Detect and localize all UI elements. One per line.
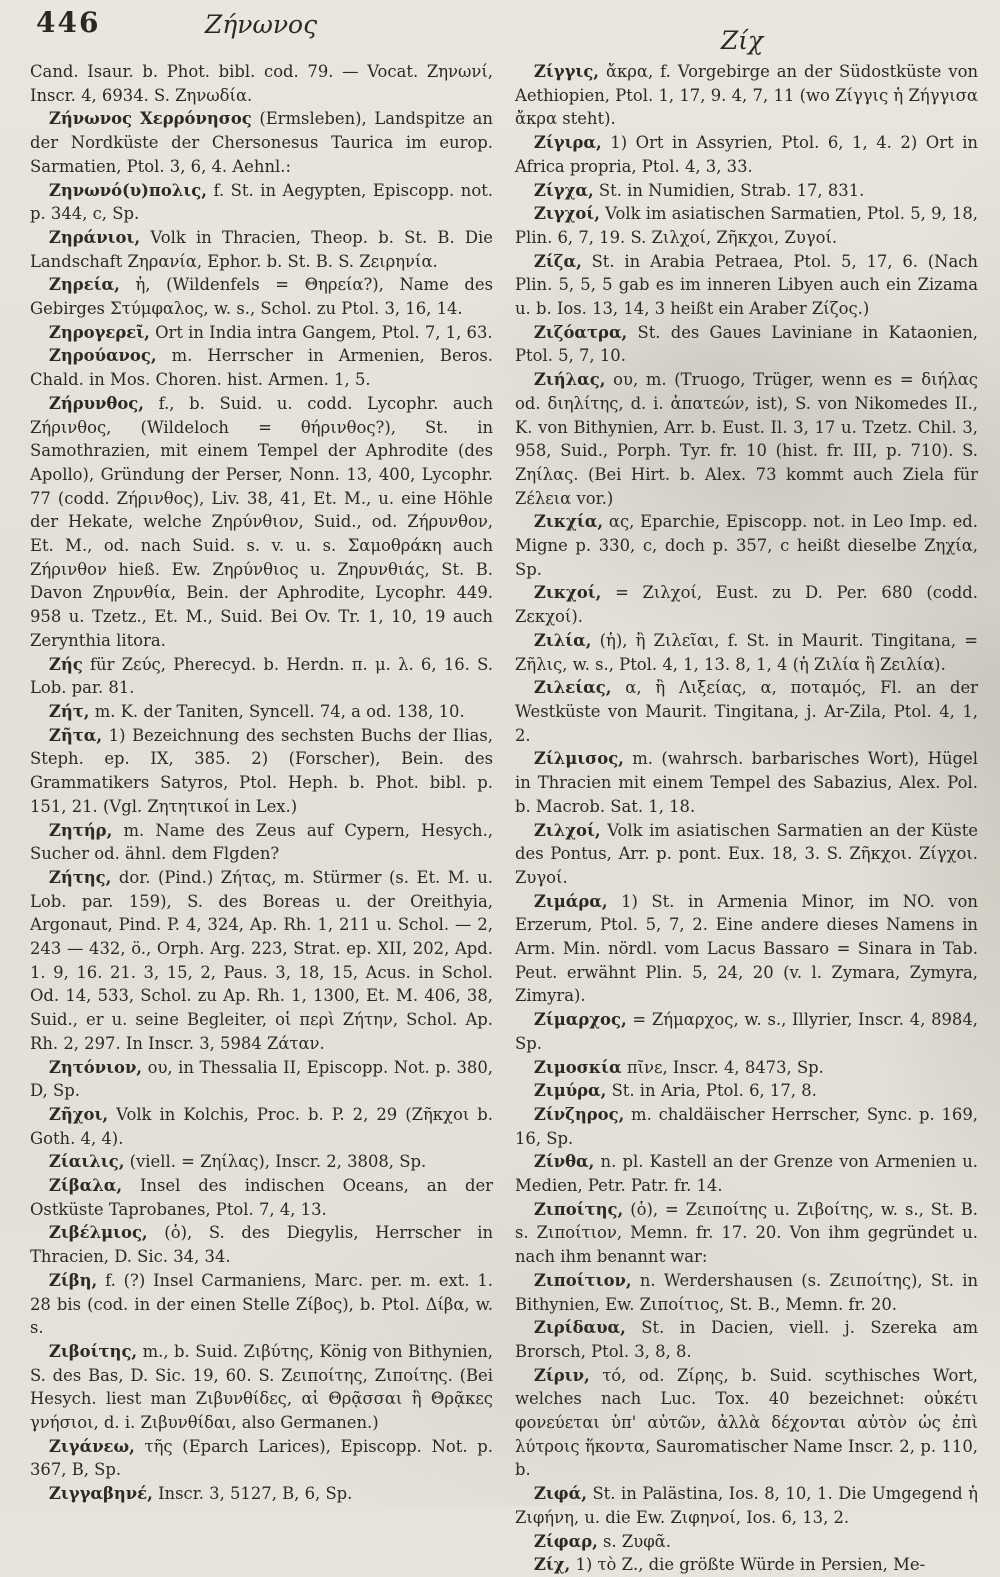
entry-headword: Ζιμύρα, [533,1081,607,1101]
dictionary-entry: Ζιμάρα, 1) St. in Armenia Minor, im NO. von Erzerum, Ptol. 5, 7, 2. Eine andere dieses Namens in Arm. Min. nördl. vom Lacus Bassaro = Sinara in Tab. Peut. erwähnt Plin. 5, 24, 20 (v. l. Zymara, Zymyra, Zimyra). [515,891,978,1006]
entry-headword: Ζήρυνθος, [48,393,144,413]
entry-headword: Ζήτ, [48,701,90,721]
entry-headword: Ζιλείας, [533,678,612,698]
entry-headword: Ζιγχοί, [533,204,600,224]
page-number: 446 [36,6,101,39]
dictionary-entry: Ζιγγαβηνέ, Inscr. 3, 5127, B, 6, Sp. [48,1484,353,1504]
entry-headword: Ζιρίδαυα, [533,1318,626,1338]
dictionary-entry: Ζίαιλις, (viell. = Ζηίλας), Inscr. 2, 3808, Sp. [48,1152,427,1172]
column-right [515,60,978,1577]
dictionary-entry: Ζιμοσκία πῖνε, Inscr. 4, 8473, Sp. [533,1057,824,1077]
entry-headword: Ζίφαρ, [533,1531,598,1551]
entry-headword: Ζίβη, [48,1270,98,1290]
entry-headword: Ζηρούανος, [48,346,157,366]
dictionary-entry: Ζιφά, St. in Palästina, Ios. 8, 10, 1. Die Umgegend ἡ Ζιφήνη, u. die Ew. Ζιφηνοί, Ios. 6, 13, 2. [515,1484,978,1527]
entry-headword: Ζιμάρα, [533,891,608,911]
dictionary-entry: Ζηρογερεῖ, Ort in India intra Gangem, Ptol. 7, 1, 63. [48,322,493,342]
dictionary-entry: Ζίγιρα, 1) Ort in Assyrien, Ptol. 6, 1, 4. 2) Ort in Africa propria, Ptol. 4, 3, 33. [515,133,978,176]
entry-headword: Ζηρεία, [48,275,120,295]
entry-headword: Ζίχ, [533,1555,571,1575]
dictionary-entry: Ζικχοί, = Ζιλχοί, Eust. zu D. Per. 680 (codd. Ζεκχοί). [515,583,978,627]
dictionary-entry: Ζιποίτης, (ὁ), = Ζειποίτης u. Ζιβοίτης, w. s., St. B. s. Ζιποίτιον, Memn. fr. 17. 20. Von ihm gegründet u. nach ihm benannt war: [515,1199,978,1267]
entry-headword: Ζῆχοι, [48,1104,109,1124]
entry-headword: Ζιμοσκία [533,1057,622,1077]
entry-headword: Ζιγάνεω, [48,1436,135,1456]
dictionary-entry: Ζίνθα, n. pl. Kastell an der Grenze von Armenien u. Medien, Petr. Patr. fr. 14. [515,1152,978,1196]
entry-headword: Ζηρογερεῖ, [48,322,150,342]
entry-headword: Ζίγχα, [533,180,594,200]
dictionary-entry: Ζιποίτιον, n. Werdershausen (s. Ζειποίτης), St. in Bithynien, Ew. Ζιποίτιος, St. B., Memn. fr. 20. [515,1270,978,1314]
dictionary-entry: Ζικχία, ας, Eparchie, Episcopp. not. in Leo Imp. ed. Migne p. 330, c, doch p. 357, c heißt dieselbe Ζηχία, Sp. [515,512,978,579]
dictionary-entry: Ζίνζηρος, m. chaldäischer Herrscher, Sync. p. 169, 16, Sp. [515,1104,978,1148]
dictionary-entry: Ζηρούανος, m. Herrscher in Armenien, Beros. Chald. in Mos. Choren. hist. Armen. 1, 5. [30,346,493,390]
entry-headword: Ζίγγις, [533,62,600,81]
entry-headword: Ζής [48,654,83,674]
dictionary-entry: Cand. Isaur. b. Phot. bibl. cod. 79. — Vocat. Ζηνωνί, Inscr. 4, 6934. S. Ζηνωδία. [30,62,493,105]
entry-headword: Ζίμαρχος, [533,1010,627,1030]
entry-headword: Ζίνθα, [533,1152,595,1172]
dictionary-entry: Ζῆχοι, Volk in Kolchis, Proc. b. P. 2, 29 (Ζῆκχοι b. Goth. 4, 4). [30,1104,493,1148]
dictionary-entry: Ζητήρ, m. Name des Zeus auf Cypern, Hesych., Sucher od. ähnl. dem Flgden? [30,820,493,864]
dictionary-entry: Ζιβοίτης, m., b. Suid. Ζιβύτης, König von Bithynien, S. des Bas, D. Sic. 19, 60. S. Ζειποίτης, Ζιποίτης. (Bei Hesych. liest man Ζιβυνθίδες, αἱ Θρᾷσσαι ἢ Θρᾷκες γνήσιοι, d. i. Ζιβυνθίδαι, also Germanen.) [30,1341,493,1433]
column-left [30,60,493,1577]
dictionary-entry: Ζίζα, St. in Arabia Petraea, Ptol. 5, 17, 6. (Nach Plin. 5, 5, 5 gab es im inneren Libyen auch ein Zizama u. b. Ios. 13, 14, 3 heißt ein Araber Ζίζος.) [515,251,978,319]
entry-headword: Ζικχία, [533,512,604,532]
entry-headword: Ζίαιλις, [48,1152,125,1172]
entry-headword: Ζιποίτης, [533,1199,624,1219]
dictionary-entry: Ζής für Ζεύς, Pherecyd. b. Herdn. π. μ. λ. 6, 16. S. Lob. par. 81. [30,654,493,698]
entry-headword: Ζῆτα, [48,725,103,745]
text-columns [30,60,978,1577]
dictionary-entry: Ζίλμισος, m. (wahrsch. barbarisches Wort), Hügel in Thracien mit einem Tempel des Sabazius, Alex. Pol. b. Macrob. Sat. 1, 18. [515,749,978,816]
dictionary-entry: Ζίμαρχος, = Ζήμαρχος, w. s., Illyrier, Inscr. 4, 8984, Sp. [515,1010,978,1053]
dictionary-entry: Ζιλείας, α, ἢ Λιξείας, α, ποταμός, Fl. an der Westküste von Maurit. Tingitana, j. Ar-Zila, Ptol. 4, 1, 2. [515,678,978,745]
entry-headword: Ζηράνιοι, [48,227,141,247]
dictionary-entry: Ζιμύρα, St. in Aria, Ptol. 6, 17, 8. [533,1081,817,1101]
dictionary-entry: Ζήνωνος Χερρόνησος (Ermsleben), Landspitze an der Nordküste der Chersonesus Taurica im europ. Sarmatien, Ptol. 3, 6, 4. Aehnl.: [30,109,493,176]
entry-headword: Ζιφά, [533,1484,587,1504]
dictionary-entry: Ζιβέλμιος, (ὁ), S. des Diegylis, Herrscher in Thracien, D. Sic. 34, 34. [30,1223,493,1267]
dictionary-entry: Ζιήλας, ου, m. (Truogo, Trüger, wenn es = διήλας od. διηλίτης, d. i. ἀπατεών, ist), S. von Nikomedes II., K. von Bithynien, Arr. b. Eust. Il. 3, 17 u. Tzetz. Chil. 3, 958, Suid., Porph. Tyr. fr. 10 (hist. fr. III, p. 710). S. Ζηίλας. (Bei Hirt. b. Alex. 73 kommt auch Ziela für Ζέλεια vor.) [515,370,978,508]
dictionary-entry: Ζιλχοί, Volk im asiatischen Sarmatien an der Küste des Pontus, Arr. p. pont. Eux. 18, 3. S. Ζῆκχοι. Ζίγχοι. Ζυγοί. [515,820,978,887]
entry-headword: Ζίβαλα, [48,1176,123,1196]
running-head-right: Ζίχ [720,26,764,55]
entry-headword: Ζήνωνος Χερρόνησος [48,109,252,129]
entry-headword: Ζιβοίτης, [48,1341,138,1361]
dictionary-entry: Ζιγάνεω, τῆς (Eparch Larices), Episcopp. Not. p. 367, B, Sp. [30,1436,493,1480]
entry-headword: Ζιλία, [533,630,592,650]
dictionary-entry: Ζιγχοί, Volk im asiatischen Sarmatien, Ptol. 5, 9, 18, Plin. 6, 7, 19. S. Ζιλχοί, Ζῆκχοι, Ζυγοί. [515,204,978,247]
entry-headword: Ζητήρ, [48,820,113,840]
entry-headword: Ζιποίτιον, [533,1270,632,1290]
dictionary-entry: Ζήτ, m. K. der Taniten, Syncell. 74, a od. 138, 10. [48,701,465,721]
dictionary-entry: Ζιλία, (ἡ), ἢ Ζιλεῖαι, f. St. in Maurit. Tingitana, = Ζῆλις, w. s., Ptol. 4, 1, 13. 8, 1, 4 (ἡ Ζιλία ἢ Ζειλία). [515,630,978,674]
entry-headword: Ζίλμισος, [533,749,624,769]
dictionary-entry: Ζίφαρ, s. Ζυφᾶ. [533,1531,671,1551]
entry-headword: Ζίζα, [533,251,582,271]
entry-headword: Ζιβέλμιος, [48,1223,148,1243]
entry-headword: Ζιγγαβηνέ, [48,1484,153,1504]
entry-headword: Ζίνζηρος, [533,1104,625,1124]
dictionary-entry: Ζιζόατρα, St. des Gaues Laviniane in Kataonien, Ptol. 5, 7, 10. [515,322,978,366]
dictionary-entry: Ζηράνιοι, Volk in Thracien, Theop. b. St. B. Die Landschaft Ζηρανία, Ephor. b. St. B. S. Ζειρηνία. [30,227,493,271]
entry-headword: Ζήτης, [48,867,112,887]
entry-headword: Ζικχοί, [533,583,602,603]
dictionary-entry: Ζῆτα, 1) Bezeichnung des sechsten Buchs der Ilias, Steph. ep. IX, 385. 2) (Forscher), Bein. des Grammatikers Satyros, Ptol. Heph. b. Phot. bibl. p. 151, 21. (Vgl. Ζητητικοί in Lex.) [30,725,493,816]
running-head-left: Ζήνωνος [204,10,318,39]
dictionary-entry: Ζήτης, dor. (Pind.) Ζήτας, m. Stürmer (s. Et. M. u. Lob. par. 159), S. des Boreas u. der Oreithyia, Argonaut, Pind. P. 4, 324, Ap. Rh. 1, 211 u. Schol. — 2, 243 — 432, ö., Orph. Arg. 223, Strat. ep. XII, 202, Apd. 1. 9, 16. 21. 3, 15, 2, Paus. 3, 18, 15, Acus. in Schol. Od. 14, 533, Schol. zu Ap. Rh. 1, 1300, Et. M. 406, 38, Suid., er u. seine Begleiter, οἱ περὶ Ζήτην, Schol. Ap. Rh. 2, 297. In Inscr. 3, 5984 Ζάταν. [30,867,493,1053]
entry-headword: Ζηνωνό(υ)πολις, [48,180,207,200]
entry-headword: Ζιζόατρα, [533,322,628,342]
dictionary-entry: Ζητόνιον, ου, in Thessalia II, Episcopp. Not. p. 380, D, Sp. [30,1057,493,1101]
dictionary-entry: Ζίγχα, St. in Numidien, Strab. 17, 831. [533,180,865,200]
entry-headword: Ζητόνιον, [48,1057,143,1077]
dictionary-entry: Ζίβη, f. (?) Insel Carmaniens, Marc. per. m. ext. 1. 28 bis (cod. in der einen Stelle Ζίβος), b. Ptol. Δίβα, w. s. [30,1270,493,1338]
dictionary-entry: Ζιρίδαυα, St. in Dacien, viell. j. Szereka am Brorsch, Ptol. 3, 8, 8. [515,1318,978,1361]
entry-headword: Ζίγιρα, [533,133,602,153]
entry-headword: Ζιήλας, [533,370,606,390]
dictionary-entry: Ζίχ, 1) τὸ Ζ., die größte Würde in Persien, Me- [533,1555,926,1575]
dictionary-entry: Ζίγγις, ἄκρα, f. Vorgebirge an der Südostküste von Aethiopien, Ptol. 1, 17, 9. 4, 7, 11 (wo Ζίγγις ἡ Ζήγγισα ἄκρα steht). [515,62,978,129]
entry-headword: Ζιλχοί, [533,820,601,840]
dictionary-entry: Ζίριν, τό, od. Ζίρης, b. Suid. scythisches Wort, welches nach Luc. Tox. 40 bezeichnet: οὐκέτι φονεύεται ὑπ' αὐτῶν, ἀλλὰ δέχονται αὐτὸν ὡς ἐπὶ λύτροις ἥκοντα, Sauromatischer Name Inscr. 2, p. 110, b. [515,1365,978,1480]
dictionary-entry: Ζηρεία, ἡ, (Wildenfels = Θηρεία?), Name des Gebirges Στύμφαλος, w. s., Schol. zu Ptol. 3, 16, 14. [30,275,493,319]
dictionary-entry: Ζηνωνό(υ)πολις, f. St. in Aegypten, Episcopp. not. p. 344, c, Sp. [30,180,493,224]
dictionary-entry: Ζίβαλα, Insel des indischen Oceans, an der Ostküste Taprobanes, Ptol. 7, 4, 13. [30,1176,493,1219]
dictionary-entry: Ζήρυνθος, f., b. Suid. u. codd. Lycophr. auch Ζήρινθος, (Wildeloch = θήρινθος?), St. in Samothrazien, mit einem Tempel der Aphrodite (des Apollo), Gründung der Perser, Nonn. 13, 400, Lycophr. 77 (codd. Ζήρινθος), Liv. 38, 41, Et. M., u. eine Höhle der Hekate, welche Ζηρύνθιον, Suid., od. Ζήρυνθον, Et. M., od. nach Suid. s. v. u. s. Σαμοθράκη auch Ζήρινθον hieß. Ew. Ζηρύνθιος u. Ζηρυνθιάς, St. B. Davon Ζηρυνθία, Bein. der Aphrodite, Lycophr. 449. 958 u. Tzetz., Et. M., Suid. Bei Ov. Tr. 1, 10, 19 auch Zerynthia litora. [30,393,493,650]
entry-headword: Ζίριν, [533,1365,590,1385]
